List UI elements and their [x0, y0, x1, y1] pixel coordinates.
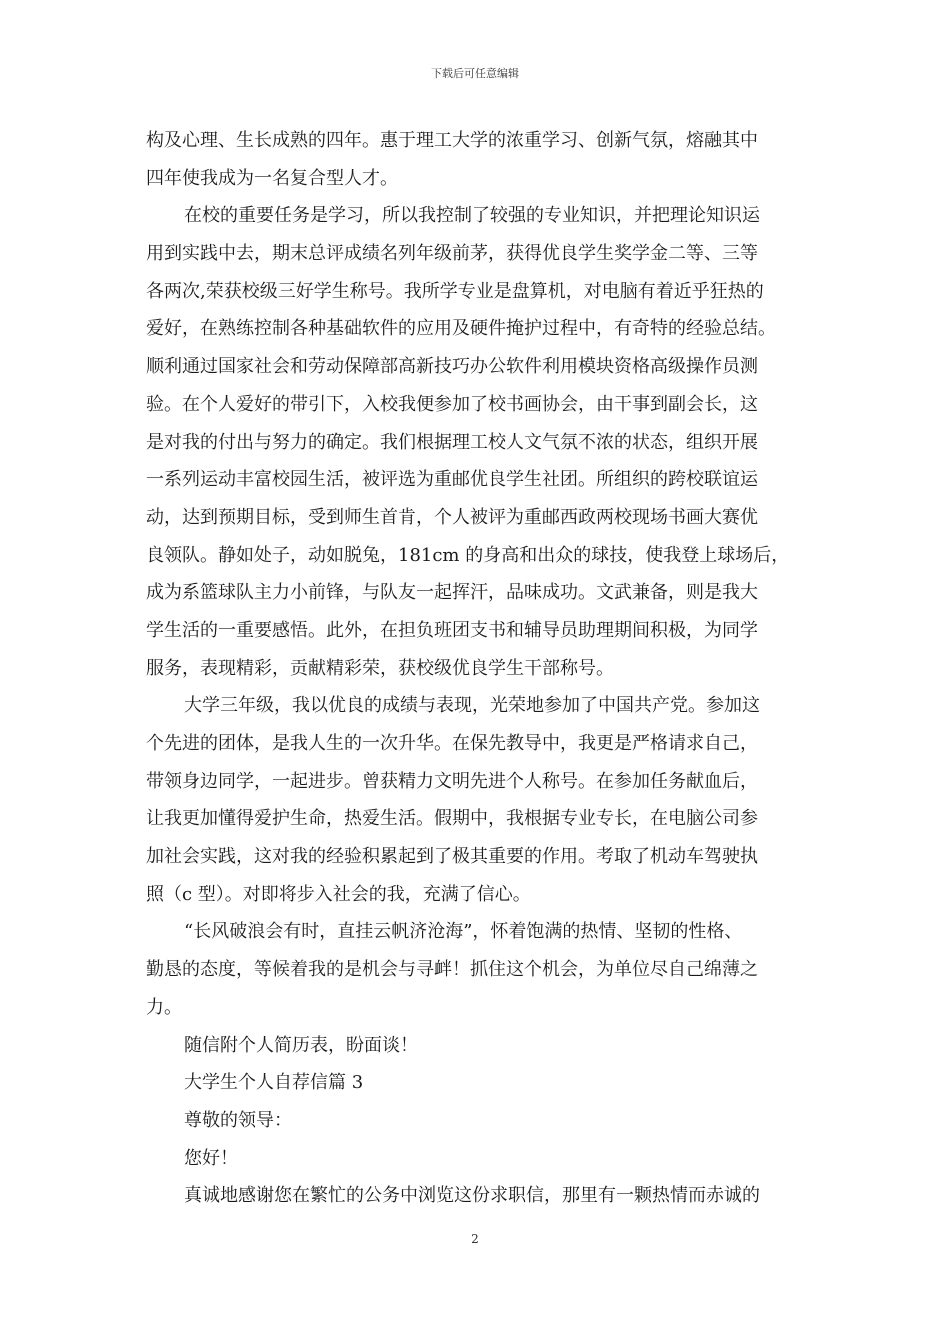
text-line: 服务，表现精彩，贡献精彩荣，获校级优良学生干部称号。	[146, 657, 614, 679]
text-line: 大学三年级，我以优良的成绩与表现，光荣地参加了中国共产党。参加这	[184, 695, 760, 717]
text-line: 顺利通过国家社会和劳动保障部高新技巧办公软件利用模块资格高级操作员测	[146, 356, 758, 378]
text-line: 尊敬的领导：	[184, 1109, 292, 1131]
text-line: 勤恳的态度，等候着我的是机会与寻衅！抓住这个机会，为单位尽自己绵薄之	[146, 959, 758, 981]
text-line: 各两次,荣获校级三好学生称号。我所学专业是盘算机，对电脑有着近乎狂热的	[146, 280, 764, 302]
text-line: 加社会实践，这对我的经验积累起到了极其重要的作用。考取了机动车驾驶执	[146, 846, 758, 868]
text-line: 爱好，在熟练控制各种基础软件的应用及硬件掩护过程中，有奇特的经验总结。	[146, 318, 776, 340]
text-line: 用到实践中去，期末总评成绩名列年级前茅，获得优良学生奖学金二等、三等	[146, 243, 758, 265]
text-line: 力。	[146, 996, 182, 1018]
text-line: 让我更加懂得爱护生命，热爱生活。假期中，我根据专业专长，在电脑公司参	[146, 808, 758, 830]
text-line: 良领队。静如处子，动如脱兔，181cm 的身高和出众的球技，使我登上球场后，	[146, 544, 790, 566]
text-line: 个先进的团体，是我人生的一次升华。在保先教导中，我更是严格请求自己，	[146, 733, 758, 754]
text-line: 是对我的付出与努力的确定。我们根据理工校人文气氛不浓的状态，组织开展	[146, 431, 758, 453]
text-line: 在校的重要任务是学习，所以我控制了较强的专业知识，并把理论知识运	[184, 205, 760, 227]
text-line: 带领身边同学，一起进步。曾获精力文明先进个人称号。在参加任务献血后，	[146, 770, 758, 792]
text-line: 真诚地感谢您在繁忙的公务中浏览这份求职信，那里有一颗热情而赤诚的	[184, 1185, 760, 1207]
text-line: 四年使我成为一名复合型人才。	[146, 167, 398, 189]
text-line: 大学生个人自荐信篇 3	[184, 1072, 364, 1094]
text-line: 动，达到预期目标，受到师生首肯，个人被评为重邮西政两校现场书画大赛优	[146, 506, 758, 528]
document-body	[146, 122, 826, 1215]
text-line: 验。在个人爱好的带引下，入校我便参加了校书画协会，由干事到副会长，这	[146, 393, 758, 415]
text-line: 学生活的一重要感悟。此外，在担负班团支书和辅导员助理期间积极，为同学	[146, 619, 758, 641]
text-line: “长风破浪会有时，直挂云帆济沧海”，怀着饱满的热情、坚韧的性格、	[184, 921, 743, 943]
text-line: 成为系篮球队主力小前锋，与队友一起挥汗，品味成功。文武兼备，则是我大	[146, 582, 758, 604]
page-header: 下载后可任意编辑	[431, 67, 519, 80]
text-line: 一系列运动丰富校园生活，被评选为重邮优良学生社团。所组织的跨校联谊运	[146, 469, 758, 491]
page-number: 2	[471, 1232, 479, 1246]
text-line: 您好！	[184, 1147, 238, 1169]
text-line: 随信附个人简历表，盼面谈！	[184, 1034, 418, 1056]
text-line: 照（c 型）。对即将步入社会的我，充满了信心。	[146, 883, 531, 905]
text-line: 构及心理、生长成熟的四年。惠于理工大学的浓重学习、创新气氛，熔融其中	[146, 130, 758, 151]
